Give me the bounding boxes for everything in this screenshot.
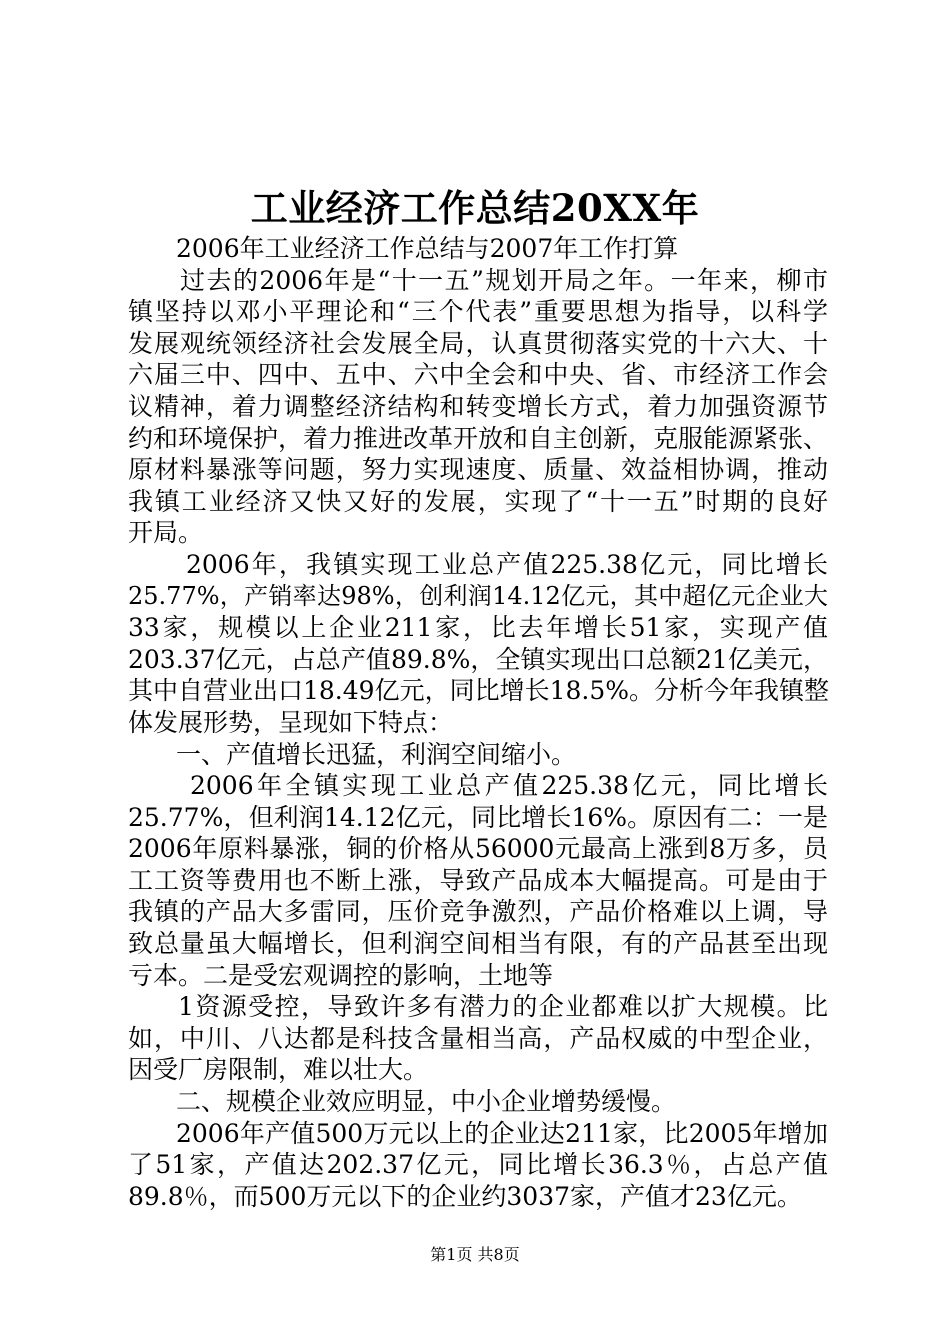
text-line: 议精神，着力调整经济结构和转变增长方式，着力加强资源节 [128,391,828,421]
text-line: 工工资等费用也不断上涨，导致产品成本大幅提高。可是由于 [128,865,828,895]
text-line: 2006年，我镇实现工业总产值225.38亿元，同比增长 [186,549,828,579]
text-line: 亏本。二是受宏观调控的影响，土地等 [128,960,554,990]
text-line: 了51家，产值达202.37亿元，同比增长36.3％，占总产值 [128,1150,828,1180]
text-line: 发展观统领经济社会发展全局，认真贯彻落实党的十六大、十 [128,328,828,358]
text-line: 1资源受控，导致许多有潜力的企业都难以扩大规模。比 [178,992,828,1022]
text-line: 约和环境保护，着力推进改革开放和自主创新，克服能源紧张、 [128,423,829,453]
document-body [128,233,828,1212]
text-line: 过去的2006年是“十一五”规划开局之年。一年来，柳市 [180,265,828,295]
text-line: 我镇的产品大多雷同，压价竞争激烈，产品价格难以上调，导 [128,897,828,927]
text-line: 原材料暴涨等问题，努力实现速度、质量、效益相协调，推动 [128,455,828,485]
text-line: 一、产值增长迅猛，利润空间缩小。 [176,739,577,769]
text-line: 203.37亿元，占总产值89.8%，全镇实现出口总额21亿美元， [128,644,828,674]
text-line: 其中自营业出口18.49亿元，同比增长18.5%。分析今年我镇整 [128,676,829,706]
text-line: 因受厂房限制，难以壮大。 [128,1055,429,1085]
document-title: 工业经济工作总结20XX年 [250,186,700,230]
text-line: 2006年产值500万元以上的企业达211家，比2005年增加 [176,1118,828,1148]
text-line: 我镇工业经济又快又好的发展，实现了“十一五”时期的良好 [128,486,828,516]
text-line: 六届三中、四中、五中、六中全会和中央、省、市经济工作会 [128,360,828,390]
text-line: 25.77%，但利润14.12亿元，同比增长16%。原因有二：一是 [128,802,828,832]
text-line: 2006年工业经济工作总结与2007年工作打算 [176,234,679,263]
text-line: 2006年全镇实现工业总产值225.38亿元，同比增长 [190,771,828,801]
text-line: 开局。 [128,518,204,548]
text-line: 25.77%，产销率达98%，创利润14.12亿元，其中超亿元企业大 [128,581,828,610]
text-line: 89.8％，而500万元以下的企业约3037家，产值才23亿元。 [128,1181,802,1211]
text-line: 二、规模企业效应明显，中小企业增势缓慢。 [176,1087,677,1117]
text-line: 如，中川、八达都是科技含量相当高，产品权威的中型企业， [128,1023,828,1053]
text-line: 致总量虽大幅增长，但利润空间相当有限，有的产品甚至出现 [128,929,828,959]
text-line: 2006年原料暴涨，铜的价格从56000元最高上涨到8万多，员 [128,834,828,864]
text-line: 体发展形势，呈现如下特点： [128,707,454,737]
page-footer: 第1页 共8页 [430,1245,520,1264]
text-line: 镇坚持以邓小平理论和“三个代表”重要思想为指导，以科学 [128,297,828,327]
text-line: 33家，规模以上企业211家，比去年增长51家，实现产值 [128,613,828,643]
